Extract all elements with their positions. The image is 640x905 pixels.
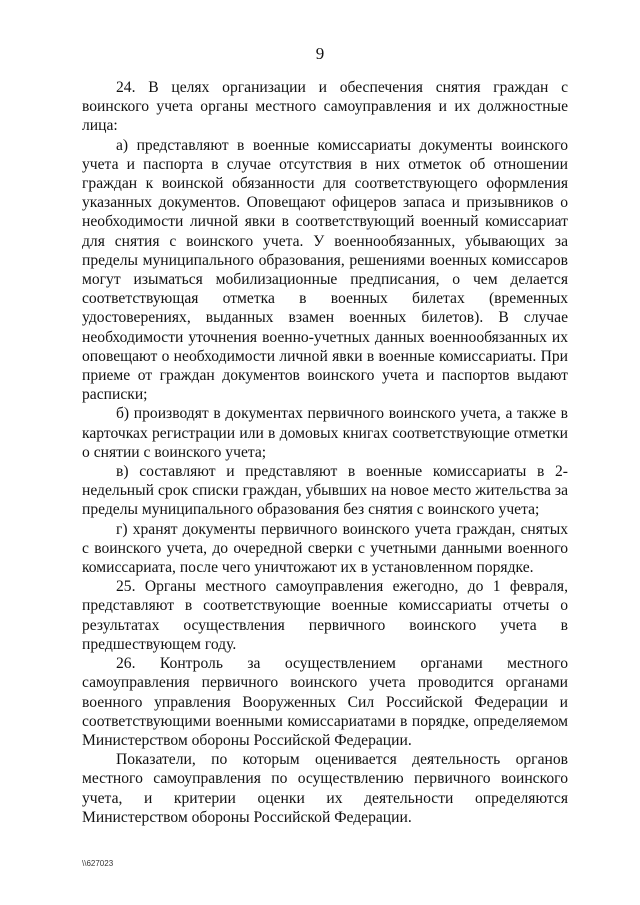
document-code: \\627023 [82, 859, 114, 868]
paragraph-24-a: а) представляют в военные комиссариаты документы воинского учета и паспорта в случае отсутствия в них отметок об отношении граждан к воинской обязанности для соответствующего оформления указанных документов. Оповещают офицеров запаса и призывников о необходимости личной явки в соответствующий военный комиссариат для снятия с воинского учета. У военнообязанных, убывающих за пределы муниципального образования, решениями военных комиссаров могут изыматься мобилизационные предписания, о чем делается соответствующая отметка в военных билетах (временных удостоверениях, выданных взамен военных билетов). В случае необходимости уточнения военно-учетных данных военнообязанных их оповещают о необходимости личной явки в военные комиссариаты. При приеме от граждан документов воинского учета и паспортов выдают расписки; [82, 136, 568, 404]
paragraph-24-intro: 24. В целях организации и обеспечения снятия граждан с воинского учета органы местного самоуправления и их должностные лица: [82, 79, 568, 135]
paragraph-24-b: б) производят в документах первичного воинского учета, а также в карточках регистрации или в домовых книгах соответствующие отметки о снятии с воинского учета; [82, 405, 568, 461]
paragraph-24-g: г) хранят документы первичного воинского учета граждан, снятых с воинского учета, до очередной сверки с учетными данными военного комиссариата, после чего уничтожают их в установленном порядке. [82, 520, 568, 577]
page-number: 9 [315, 44, 325, 63]
paragraph-25: 25. Органы местного самоуправления ежегодно, до 1 февраля, представляют в соответствующие военные комиссариаты отчеты о результатах осуществления первичного воинского учета в предшествующем году. [82, 578, 568, 653]
paragraph-26: 26. Контроль за осуществлением органами местного самоуправления первичного воинского учета проводится органами военного управления Вооруженных Сил Российской Федерации и соответствующими военными комиссариатами в порядке, определяемом Министерством обороны Российской Федерации. [82, 655, 568, 749]
paragraph-indicators: Показатели, по которым оценивается деятельность органов местного самоуправления по осуществлению первичного воинского учета, и критерии оценки их деятельности определяются Министерством обороны Российской Федерации. [82, 751, 568, 826]
document-body [82, 78, 568, 827]
paragraph-24-v: в) составляют и представляют в военные комиссариаты в 2-недельный срок списки граждан, убывших на новое место жительства за пределы муниципального образования без снятия с воинского учета; [82, 463, 568, 519]
